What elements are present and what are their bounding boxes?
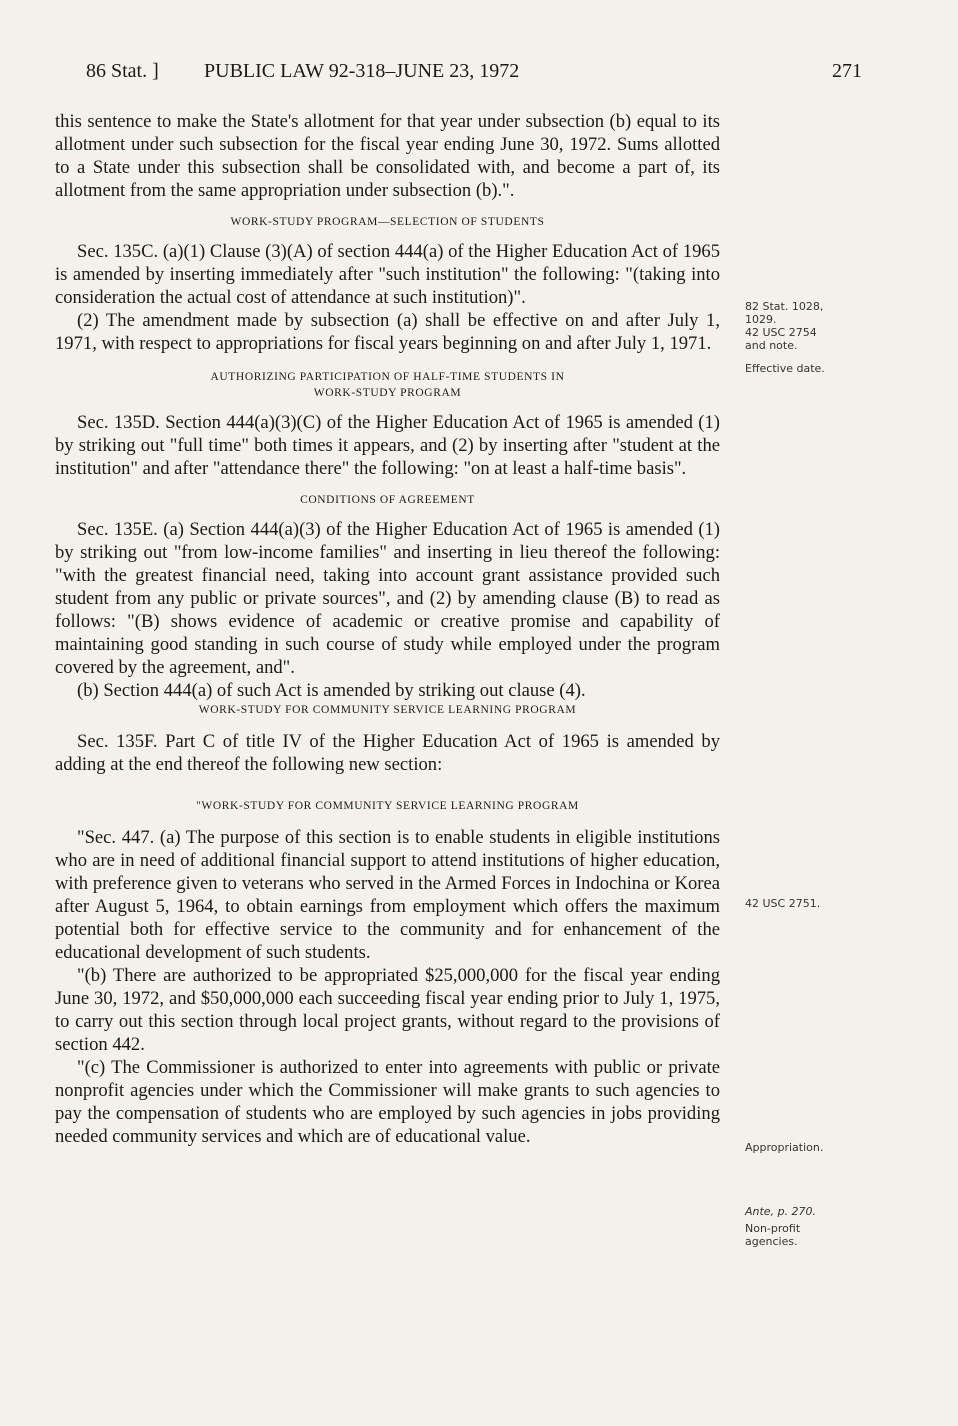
- page-number: 271: [832, 60, 862, 82]
- paragraph: Sec. 135F. Part C of title IV of the Higher Education Act of 1965 is amended by adding at the end thereof the following new section:: [55, 731, 720, 775]
- page-body: [55, 110, 720, 1148]
- paragraph: "(b) There are authorized to be appropriated $25,000,000 for the fiscal year ending June 30, 1972, and $50,000,000 each succeeding fiscal year ending prior to July 1, 1975, to carry out this section through local project grants, without regard to the provisions of section 442.: [55, 965, 720, 1055]
- paragraph: this sentence to make the State's allotment for that year under subsection (b) equal to its allotment under such subsection for the fiscal year ending June 30, 1972. Sums allotted to a State under this subsection shall be consolidated with, and become a part of, its allotment from the same appropriation under subsection (b).".: [55, 111, 720, 201]
- section-heading: WORK-STUDY PROGRAM: [313, 387, 462, 399]
- statute-volume: 86 Stat. ]: [86, 60, 159, 82]
- paragraph: Sec. 135D. Section 444(a)(3)(C) of the Higher Education Act of 1965 is amended (1) by striking out "full time" both times it appears, and (2) by inserting after "student at the institution" and after "attendance there" the following: "on at least a half-time basis".: [55, 412, 720, 479]
- section-heading: WORK-STUDY FOR COMMUNITY SERVICE LEARNING PROGRAM: [198, 704, 577, 716]
- paragraph: "Sec. 447. (a) The purpose of this section is to enable students in eligible institutions who are in need of additional financial support to attend institutions of higher education, with preference given to veterans who served in the Armed Forces in Indochina or Korea after August 5, 1964, to obtain earnings from employment which offers the maximum potential both for effective service to the community and for enhancement of the educational development of such students.: [55, 827, 720, 963]
- section-heading: WORK-STUDY PROGRAM—SELECTION OF STUDENTS: [230, 216, 545, 228]
- margin-note-ante: Ante, p. 270.: [745, 1205, 817, 1218]
- section-heading: "WORK-STUDY FOR COMMUNITY SERVICE LEARNING PROGRAM: [196, 800, 579, 812]
- section-heading: CONDITIONS OF AGREEMENT: [300, 494, 475, 506]
- paragraph: Sec. 135C. (a)(1) Clause (3)(A) of section 444(a) of the Higher Education Act of 1965 is amended by inserting immediately after "such institution" the following: "(taking into consideration the actual cost of attendance at such institution)".: [55, 241, 720, 308]
- margin-note-nonprofit: Non-profit agencies.: [745, 1222, 801, 1248]
- page-title: PUBLIC LAW 92-318–JUNE 23, 1972: [204, 60, 520, 82]
- paragraph: (2) The amendment made by subsection (a) shall be effective on and after July 1, 1971, with respect to appropriations for fiscal years beginning on and after July 1, 1971.: [55, 310, 720, 354]
- section-heading: AUTHORIZING PARTICIPATION OF HALF-TIME STUDENTS IN: [210, 371, 565, 383]
- paragraph: Sec. 135E. (a) Section 444(a)(3) of the Higher Education Act of 1965 is amended (1) by striking out "from low-income families" and inserting in lieu thereof the following: "with the greatest financial need, taking into account grant assistance provided such student from any public or private sources", and (2) by amending clause (B) to read as follows: "(B) shows evidence of academic or creative promise and capability of maintaining good standing in such course of study while employed under the program covered by the agreement, and".: [55, 519, 720, 678]
- paragraph: (b) Section 444(a) of such Act is amended by striking out clause (4).: [77, 680, 586, 701]
- margin-note-effective-date: Effective date.: [745, 362, 825, 375]
- paragraph: "(c) The Commissioner is authorized to enter into agreements with public or private nonprofit agencies under which the Commissioner will make grants to such agencies to pay the compensation of students who are employed by such agencies in jobs providing needed community services and which are of educational value.: [55, 1057, 720, 1147]
- margin-note-citation: 82 Stat. 1028, 1029. 42 USC 2754 and note.: [745, 300, 824, 352]
- margin-note-usc: 42 USC 2751.: [745, 897, 821, 910]
- page-header: [86, 60, 862, 90]
- margin-note-appropriation: Appropriation.: [745, 1141, 824, 1154]
